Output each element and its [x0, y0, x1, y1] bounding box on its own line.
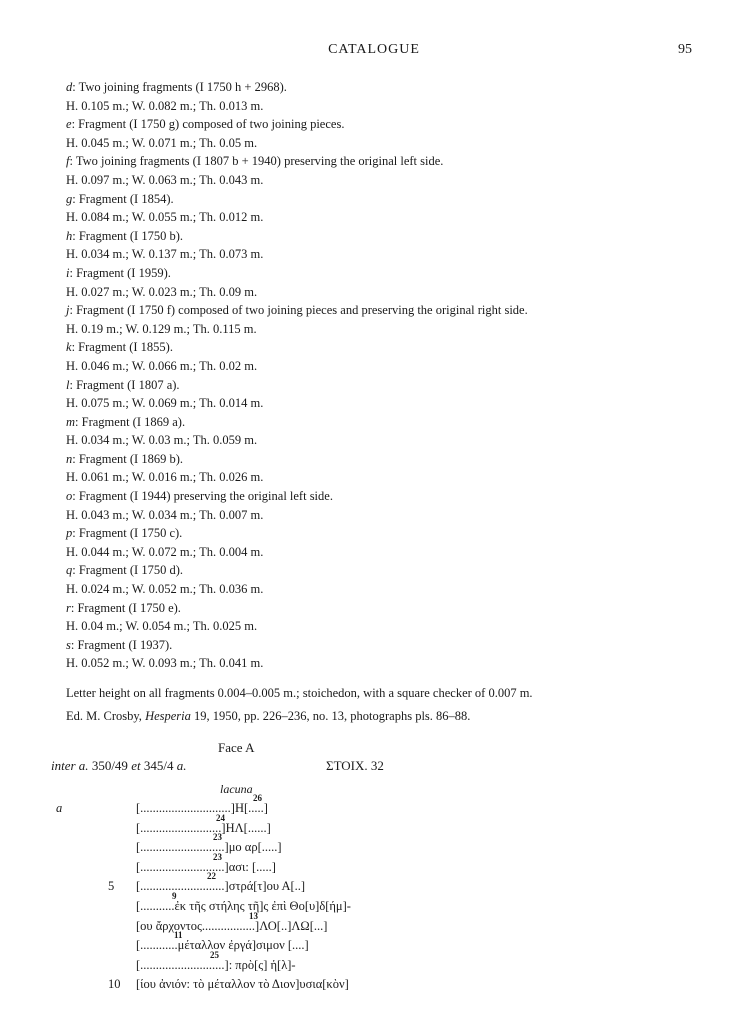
entry-dimensions: H. 0.19 m.; W. 0.129 m.; Th. 0.115 m.	[66, 321, 257, 336]
entry-head: f: Two joining fragments (I 1807 b + 1940) preserving the original left side.	[66, 154, 444, 169]
fragment-entry	[66, 338, 706, 375]
inscription-line: [............μέταλλον ἐργά]σιμον [....]	[136, 938, 309, 953]
entry-letter: d	[66, 80, 73, 94]
entry-head: r: Fragment (I 1750 e).	[66, 600, 181, 615]
entry-dimensions: H. 0.034 m.; W. 0.03 m.; Th. 0.059 m.	[66, 433, 258, 448]
entry-letter: g	[66, 191, 73, 206]
entry-letter: k	[66, 340, 72, 355]
face-title: Face A	[218, 740, 255, 755]
entry-dimensions: H. 0.044 m.; W. 0.072 m.; Th. 0.004 m.	[66, 544, 264, 559]
inscription-line: [...........ἐκ τῆς στήλης τῆ]ς ἐπὶ Θο[υ]δ[ήμ]-	[136, 899, 351, 913]
letter-count: 26	[253, 793, 262, 803]
entry-letter: j	[66, 303, 70, 318]
fragment-entry	[66, 227, 706, 264]
entry-description: Fragment (I 1750 e).	[77, 600, 181, 615]
entry-description: Fragment (I 1750 b).	[78, 228, 184, 243]
entry-head: h: Fragment (I 1750 b).	[66, 228, 184, 243]
letter-count: 24	[216, 812, 225, 823]
entry-description: Fragment (I 1807 a).	[76, 377, 180, 392]
fragment-entry	[66, 450, 706, 487]
fragment-label: a	[56, 801, 63, 815]
inscription-line: [...........................]στρά[τ]ου Α[..]	[136, 879, 306, 894]
fragment-entry	[66, 264, 706, 301]
entry-dimensions: H. 0.045 m.; W. 0.071 m.; Th. 0.05 m.	[66, 135, 258, 150]
date-part: 345/4	[140, 758, 177, 773]
fragment-entries	[66, 78, 706, 673]
entry-description: Fragment (I 1959).	[76, 265, 171, 280]
entry-head: k: Fragment (I 1855).	[66, 340, 173, 355]
entry-description: Fragment (I 1937).	[77, 637, 173, 652]
date-part: 350/49	[88, 758, 132, 773]
fragment-entry	[66, 636, 706, 673]
stoichedon-label: ΣΤΟΙΧ. 32	[326, 758, 384, 773]
fragment-entry	[66, 561, 706, 598]
entry-description: Fragment (I 1750 c).	[78, 526, 183, 541]
inscription-line: [...........................]μο αρ[.....]	[136, 840, 282, 855]
lacuna-label: lacuna	[220, 782, 253, 796]
date-part: a.	[176, 758, 187, 773]
entry-head: e: Fragment (I 1750 g) composed of two joining pieces.	[66, 117, 345, 132]
entry-letter: s	[66, 637, 71, 652]
entry-letter: h	[66, 228, 73, 243]
fragment-entry	[66, 524, 706, 561]
entry-letter: n	[66, 451, 73, 466]
entry-head: i: Fragment (I 1959).	[66, 265, 171, 280]
edition-prefix: Ed. M. Crosby,	[66, 709, 146, 723]
entry-dimensions: H. 0.097 m.; W. 0.063 m.; Th. 0.043 m.	[66, 172, 264, 187]
fragment-entry	[66, 190, 706, 227]
entry-description: Fragment (I 1750 g) composed of two joining pieces.	[78, 117, 345, 132]
letter-count: 22	[207, 871, 216, 882]
entry-letter: f	[66, 154, 70, 169]
entry-dimensions: H. 0.052 m.; W. 0.093 m.; Th. 0.041 m.	[66, 656, 264, 671]
entry-dimensions: H. 0.024 m.; W. 0.052 m.; Th. 0.036 m.	[66, 582, 264, 597]
entry-description: Fragment (I 1854).	[78, 191, 174, 206]
entry-description: Fragment (I 1869 b).	[78, 451, 184, 466]
entry-head: d: Two joining fragments (I 1750 h + 2968).	[66, 80, 287, 94]
fragment-entry	[66, 599, 706, 636]
letter-height-note: Letter height on all fragments 0.004–0.005 m.; stoichedon, with a square checker of 0.007 m.	[66, 686, 533, 700]
entry-letter: r	[66, 600, 71, 615]
entry-letter: l	[66, 377, 70, 392]
entry-head: s: Fragment (I 1937).	[66, 637, 173, 652]
line-number: 5	[108, 879, 115, 894]
letter-count: 11	[174, 930, 183, 941]
inscription-line: [ου ἄρχοντος.................]ΛΟ[..]ΛΩ[...]	[136, 918, 328, 933]
fragment-entry	[66, 301, 706, 338]
fragment-entry	[66, 413, 706, 450]
page-header-title: CATALOGUE	[328, 42, 420, 57]
date-part: inter a.	[51, 758, 89, 773]
line-number: 10	[108, 977, 121, 992]
inscription-line: [.............................]Η[.....]	[136, 801, 268, 815]
entry-letter: i	[66, 265, 70, 280]
entry-dimensions: H. 0.034 m.; W. 0.137 m.; Th. 0.073 m.	[66, 247, 264, 262]
letter-count: 23	[213, 832, 222, 843]
entry-dimensions: H. 0.027 m.; W. 0.023 m.; Th. 0.09 m.	[66, 284, 258, 299]
entry-dimensions: H. 0.075 m.; W. 0.069 m.; Th. 0.014 m.	[66, 396, 264, 411]
entry-head: m: Fragment (I 1869 a).	[66, 414, 186, 429]
edition-note	[66, 709, 470, 724]
edition-suffix: 19, 1950, pp. 226–236, no. 13, photographs pls. 86–88.	[190, 709, 471, 723]
entry-head: o: Fragment (I 1944) preserving the original left side.	[66, 489, 333, 504]
entry-letter: o	[66, 489, 73, 504]
entry-letter: p	[66, 526, 73, 541]
entry-head: q: Fragment (I 1750 d).	[66, 563, 184, 578]
letter-count: 9	[172, 891, 177, 901]
entry-head: l: Fragment (I 1807 a).	[66, 377, 180, 392]
entry-description: Fragment (I 1750 f) composed of two joining pieces and preserving the original right side.	[76, 303, 528, 318]
inscription-line: [...........................]ασι: [.....]	[136, 859, 276, 874]
page-number: 95	[678, 42, 692, 57]
entry-head: g: Fragment (I 1854).	[66, 191, 174, 206]
entry-letter: q	[66, 563, 73, 578]
date-part: et	[131, 758, 141, 773]
entry-description: Fragment (I 1750 d).	[78, 563, 184, 578]
entry-dimensions: H. 0.04 m.; W. 0.054 m.; Th. 0.025 m.	[66, 619, 258, 634]
entry-dimensions: H. 0.046 m.; W. 0.066 m.; Th. 0.02 m.	[66, 358, 258, 373]
entry-description: Fragment (I 1944) preserving the original left side.	[78, 489, 333, 504]
entry-description: Two joining fragments (I 1807 b + 1940) preserving the original left side.	[75, 154, 444, 169]
entry-dimensions: H. 0.105 m.; W. 0.082 m.; Th. 0.013 m.	[66, 98, 264, 113]
entry-letter: e	[66, 117, 72, 132]
date-range	[51, 758, 186, 774]
inscription-line: [ίου ἀνιόν: τὸ μέταλλον τὸ Διον]υσια[κὸν]	[136, 977, 349, 992]
fragment-entry	[66, 152, 706, 189]
edition-journal: Hesperia	[145, 709, 191, 723]
fragment-entry	[66, 78, 706, 115]
entry-description: Fragment (I 1855).	[78, 340, 173, 355]
entry-dimensions: H. 0.061 m.; W. 0.016 m.; Th. 0.026 m.	[66, 470, 264, 485]
entry-description: Two joining fragments (I 1750 h + 2968).	[78, 80, 287, 94]
fragment-entry	[66, 115, 706, 152]
inscription-line: [...........................]: πρὸ[ς] ἡ[λ]-	[136, 957, 296, 972]
fragment-entry	[66, 376, 706, 413]
letter-count: 23	[213, 851, 222, 862]
fragment-entry	[66, 487, 706, 524]
entry-dimensions: H. 0.043 m.; W. 0.034 m.; Th. 0.007 m.	[66, 507, 264, 522]
entry-head: n: Fragment (I 1869 b).	[66, 451, 184, 466]
letter-count: 25	[210, 949, 219, 960]
entry-letter: m	[66, 414, 76, 429]
entry-description: Fragment (I 1869 a).	[81, 414, 186, 429]
inscription-line: [..........................]ΗΛ[......]	[136, 820, 271, 835]
letter-count: 13	[249, 910, 258, 921]
entry-head: j: Fragment (I 1750 f) composed of two joining pieces and preserving the original right side.	[66, 303, 528, 318]
entry-head: p: Fragment (I 1750 c).	[66, 526, 183, 541]
entry-dimensions: H. 0.084 m.; W. 0.055 m.; Th. 0.012 m.	[66, 210, 264, 225]
